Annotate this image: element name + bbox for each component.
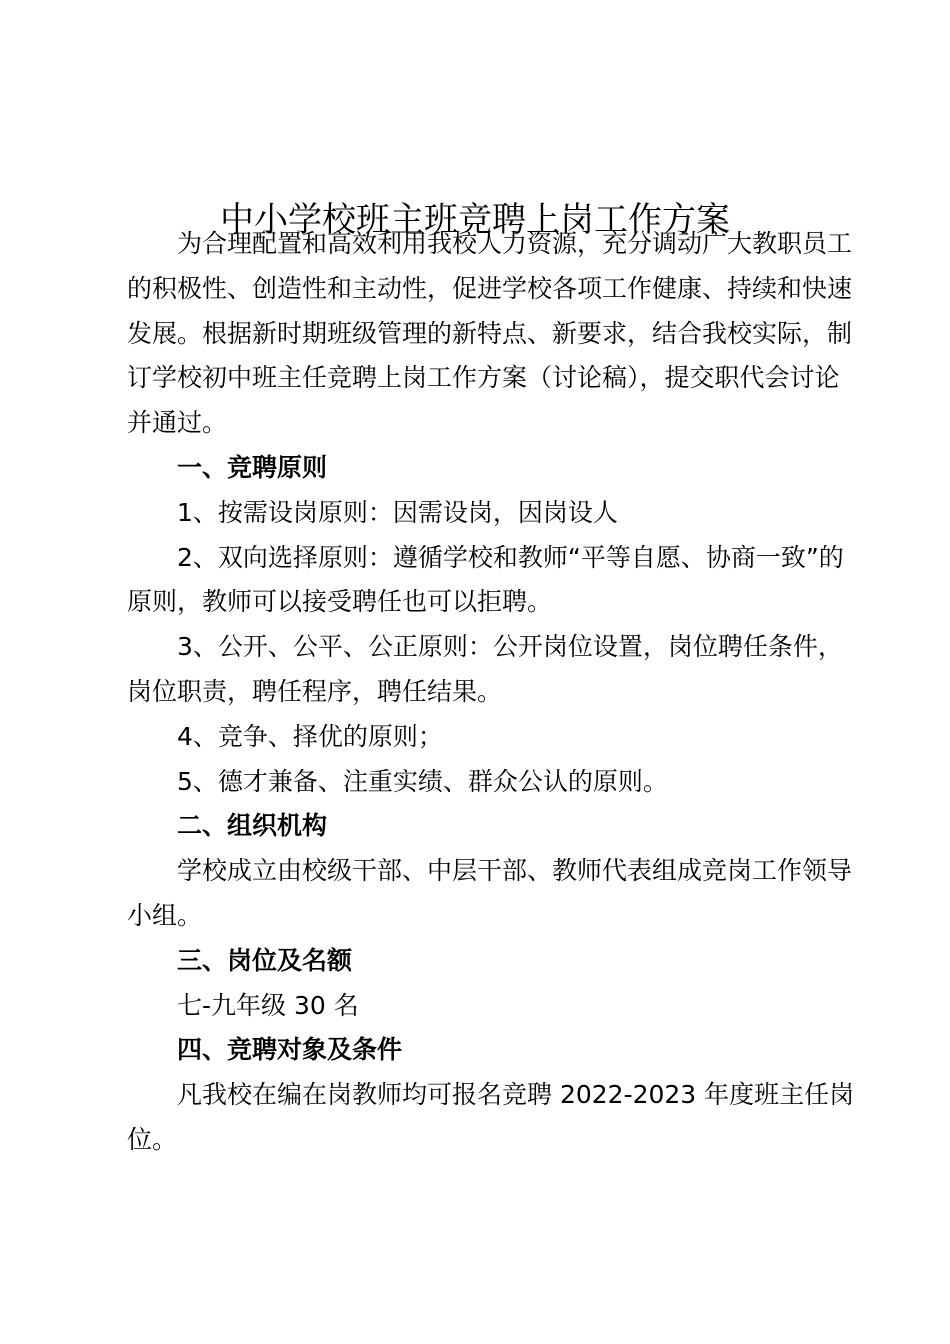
section-heading-eligibility: 四、竞聘对象及条件 (177, 1035, 403, 1065)
principle-item-2: 2、双向选择原则：遵循学校和教师“平等自愿、协商一致”的原则，教师可以接受聘任也可以拒聘。 (127, 542, 844, 617)
principle-item-1: 1、按需设岗原则：因需设岗，因岗设人 (177, 497, 618, 527)
document-body (127, 222, 862, 1163)
principle-item-3: 3、公开、公平、公正原则：公开岗位设置，岗位聘任条件，岗位职责，聘任程序，聘任结果。 (127, 632, 843, 706)
principle-item-4: 4、竞争、择优的原则； (177, 721, 443, 751)
positions-paragraph: 七-九年级 30 名 (177, 990, 359, 1020)
principle-item-5: 5、德才兼备、注重实绩、群众公认的原则。 (177, 766, 668, 796)
section-heading-principles: 一、竞聘原则 (177, 452, 328, 482)
organization-paragraph: 学校成立由校级干部、中层干部、教师代表组成竞岗工作领导小组。 (127, 856, 853, 930)
section-heading-organization: 二、组织机构 (177, 811, 328, 841)
section-heading-positions: 三、岗位及名额 (177, 945, 353, 975)
document-title: 中小学校班主班竞聘上岗工作方案 (220, 199, 730, 240)
eligibility-paragraph: 凡我校在编在岗教师均可报名竞聘 2022-2023 年度班主任岗位。 (127, 1080, 855, 1154)
intro-paragraph: 为合理配置和高效利用我校人力资源，充分调动广大教职员工的积极性、创造性和主动性，促进学校各项工作健康、持续和快速发展。根据新时期班级管理的新特点、新要求，结合我校实际，制订学校初中班主任竞聘上岗工作方案（讨论稿），提交职代会讨论并通过。 (127, 229, 853, 438)
